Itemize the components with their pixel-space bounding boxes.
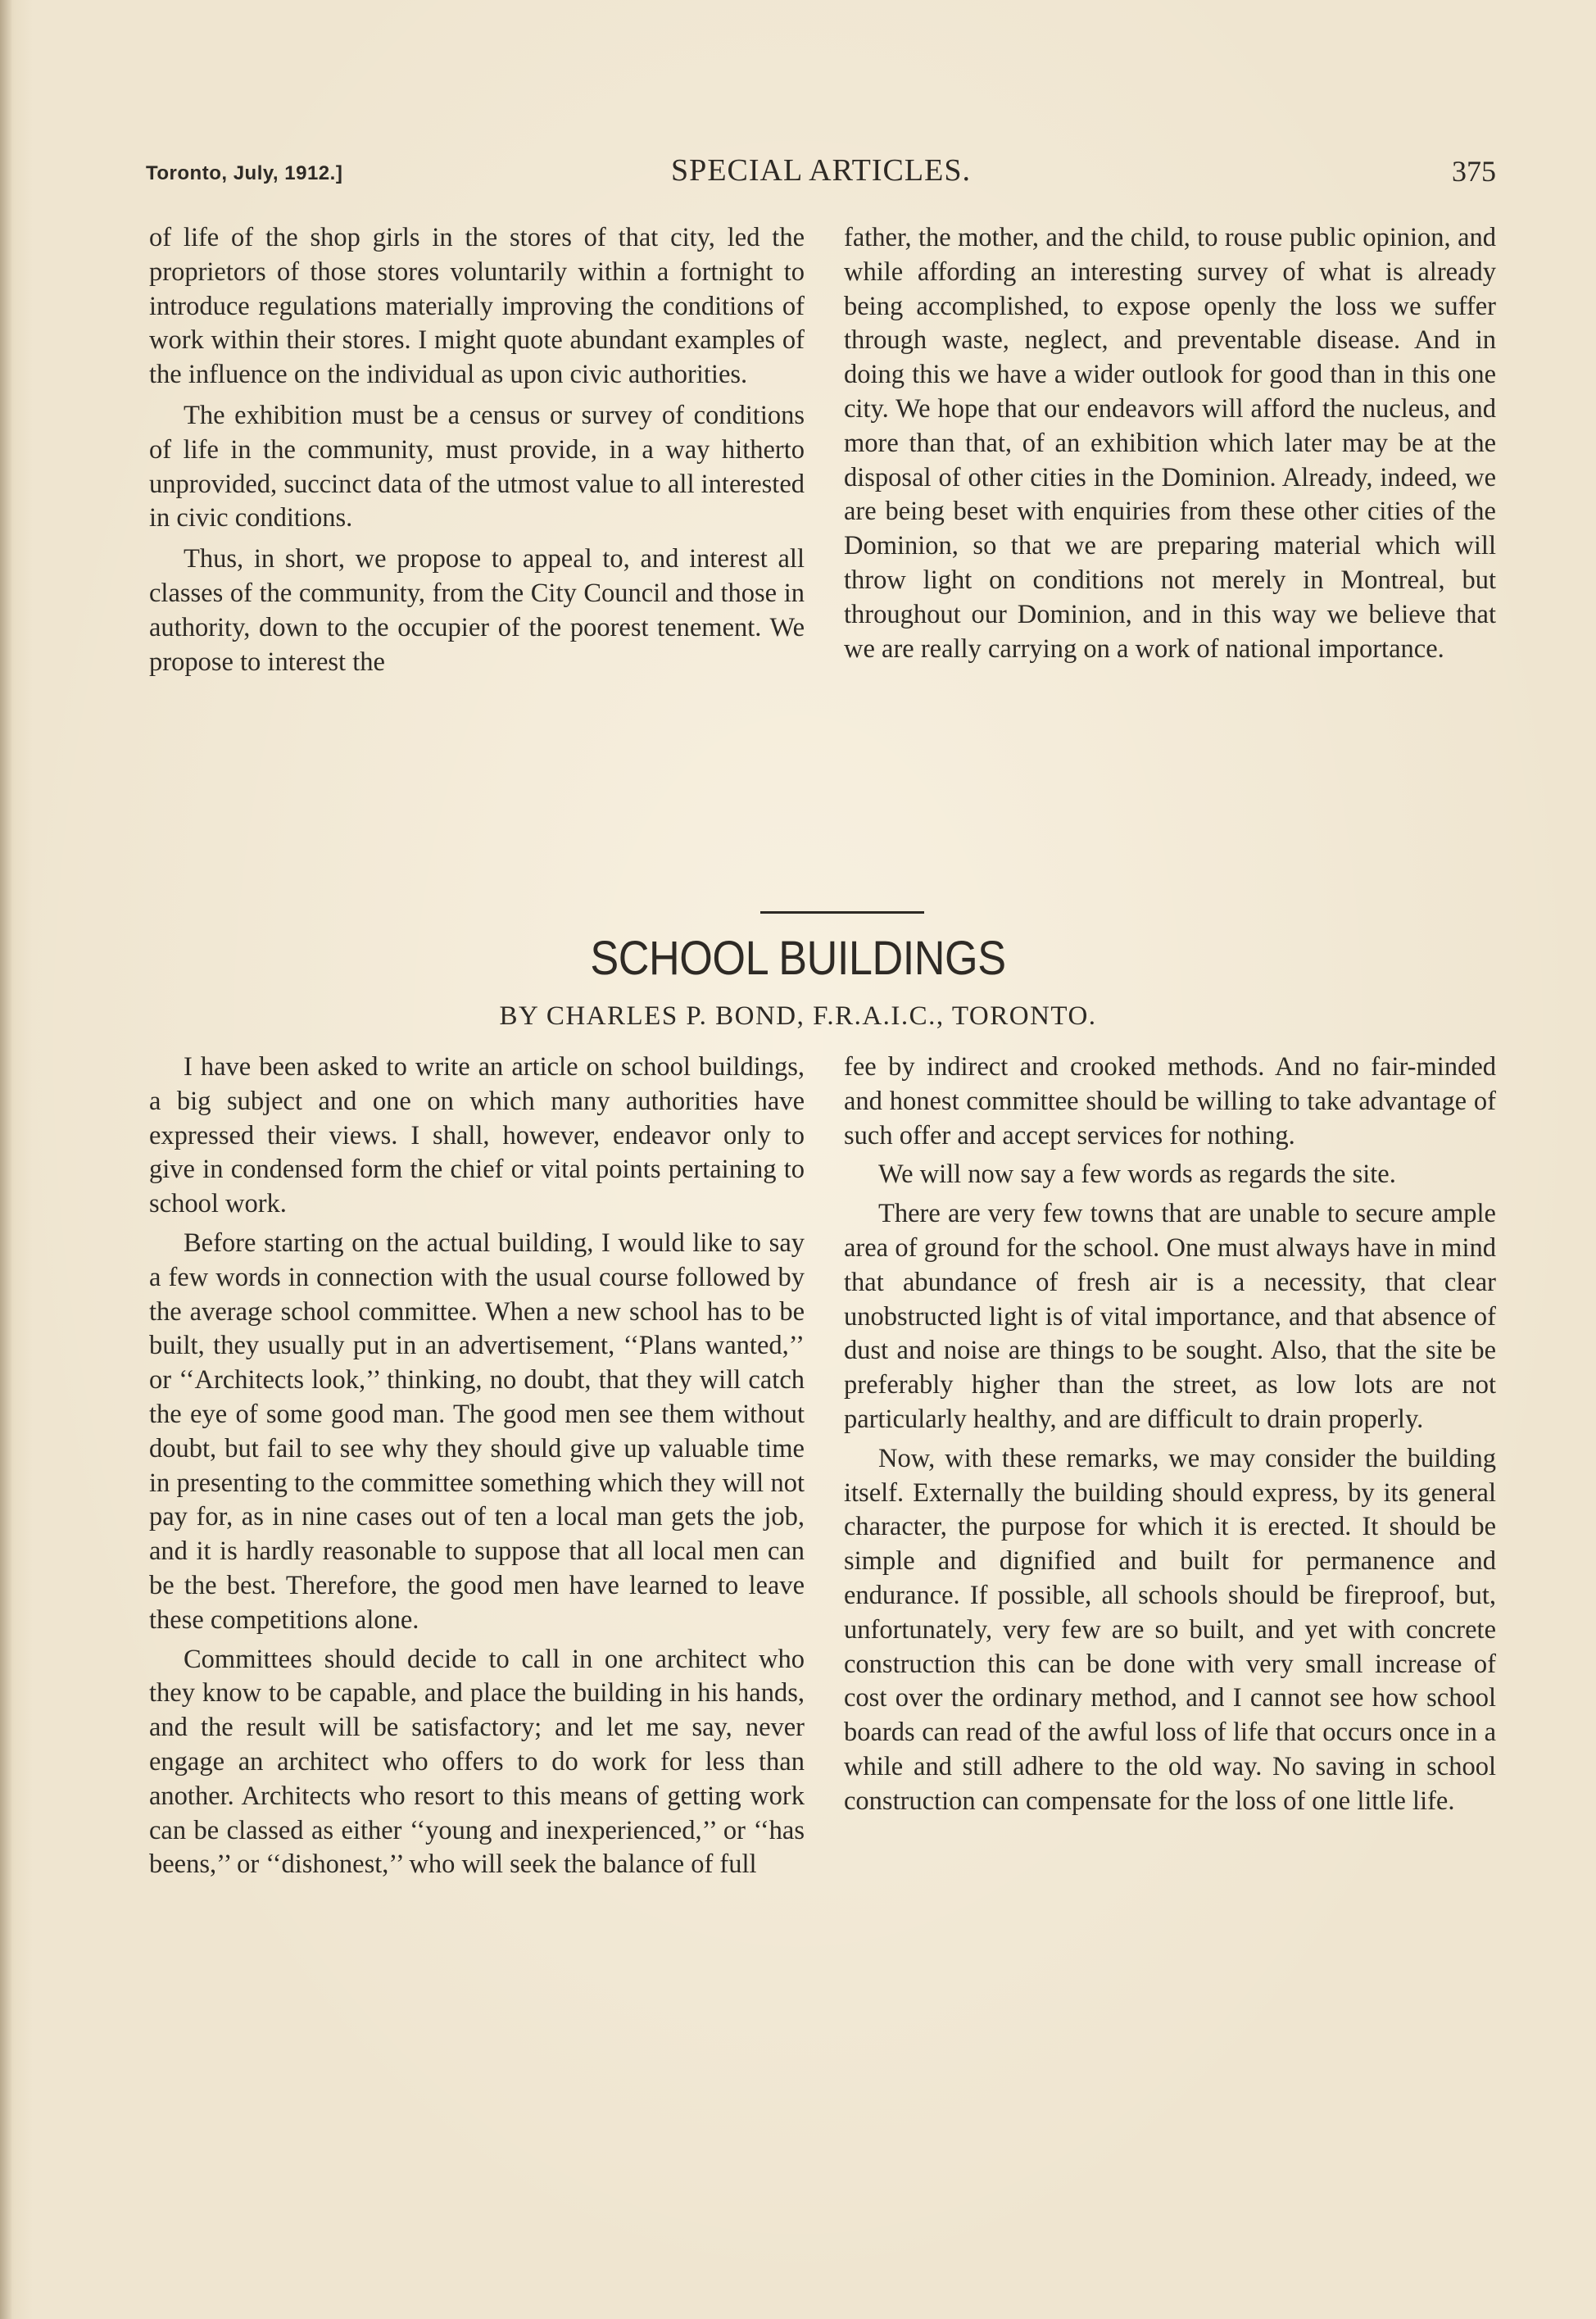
paragraph: Thus, in short, we propose to appeal to, and interest all classes of the community, from the City Council and those in authority, down to the occupier of the poorest tenement. We propose to interest the [149, 544, 805, 677]
running-head [146, 152, 1496, 193]
paragraph: of life of the shop girls in the stores of that city, led the proprietors of those stores voluntarily within a fortnight to introduce regulations materially improving the conditions of work within their stores. I might quote abundant examples of the influence on the individual as upon civic authorities. [149, 223, 805, 390]
paragraph: fee by indirect and crooked methods. And no fair-minded and honest committee should be willing to take advantage of such offer and accept services for nothing. [844, 1052, 1496, 1150]
article-right-column [844, 1051, 1496, 1819]
book-spine-edge [0, 0, 11, 2319]
paragraph: father, the mother, and the child, to rouse public opinion, and while affording an interesting survey of what is already being accomplished, to expose openly the loss we suffer through waste, neglect, and preventable disease. And in doing this we have a wider outlook for good than in this one city. We hope that our endeavors will afford the nucleus, and more than that, of an exhibition which later may be at the disposal of other cities in the Dominion. Already, indeed, we are being beset with enquiries from these other cities of the Dominion, so that we are preparing material which will throw light on conditions not merely in Montreal, but throughout our Dominion, and in this way we believe that we are really carrying on a work of national importance. [844, 223, 1496, 664]
previous-article-right-column [844, 221, 1496, 666]
article-left-column [149, 1051, 805, 1882]
section-title: SPECIAL ARTICLES. [671, 153, 971, 188]
paragraph: I have been asked to write an article on school buildings, a big subject and one on which many authorities have expressed their views. I shall, however, endeavor only to give in condensed form the chief or vital points pertaining to school work. [149, 1052, 805, 1219]
page-number: 375 [1452, 155, 1496, 188]
paragraph: Committees should decide to call in one architect who they know to be capable, and place the building in his hands, and the result will be satisfactory; and let me say, never engage an architect who offers to do work for less than another. Architects who resort to this means of getting work can be classed as either ‘‘young and inexperienced,’’ or ‘‘has beens,’’ or ‘‘dishonest,’’ who will seek the balance of full [149, 1644, 805, 1880]
issue-date: Toronto, July, 1912.] [146, 162, 343, 184]
paragraph: We will now say a few words as regards the site. [878, 1160, 1396, 1190]
paragraph: The exhibition must be a census or survey of conditions of life in the community, must provide, in a way hitherto unprovided, succinct data of the utmost value to all interested in civic conditions. [149, 400, 805, 533]
paragraph: Now, with these remarks, we may consider the building itself. Externally the building should express, by its general character, the purpose for which it is erected. It should be simple and dignified and built for permanence and endurance. If possible, all schools should be fireproof, but, unfortunately, very few are so built, and yet with concrete construction this can be done with very small increase of cost over the ordinary method, and I cannot see how school boards can read of the awful loss of life that occurs once in a while and still adhere to the old way. No saving in school construction can compensate for the loss of one little life. [844, 1443, 1496, 1816]
paragraph: There are very few towns that are unable to secure ample area of ground for the school. One must always have in mind that abundance of fresh air is a necessity, that clear unobstructed light is of vital importance, and that absence of dust and noise are things to be sought. Also, that the site be preferably higher than the street, as low lots are not particularly healthy, and are difficult to drain properly. [844, 1199, 1496, 1434]
article-byline: BY CHARLES P. BOND, F.R.A.I.C., TORONTO. [499, 1001, 1097, 1031]
paragraph: Before starting on the actual building, I would like to say a few words in connection with the usual course followed by the average school committee. When a new school has to be built, they usually put in an advertisement, ‘‘Plans wanted,’’ or ‘‘Architects look,’’ thinking, no doubt, that they will catch the eye of some good man. The good men see them without doubt, but fail to see why they should give up valuable time in presenting to the committee something which they will not pay for, as in nine cases out of ten a local man gets the job, and it is hardly reasonable to suppose that all local men can be the best. Therefore, the good men have learned to leave these competitions alone. [149, 1228, 805, 1635]
article-title: SCHOOL BUILDINGS [590, 932, 1006, 985]
section-divider [760, 911, 924, 914]
previous-article-left-column [149, 221, 805, 679]
